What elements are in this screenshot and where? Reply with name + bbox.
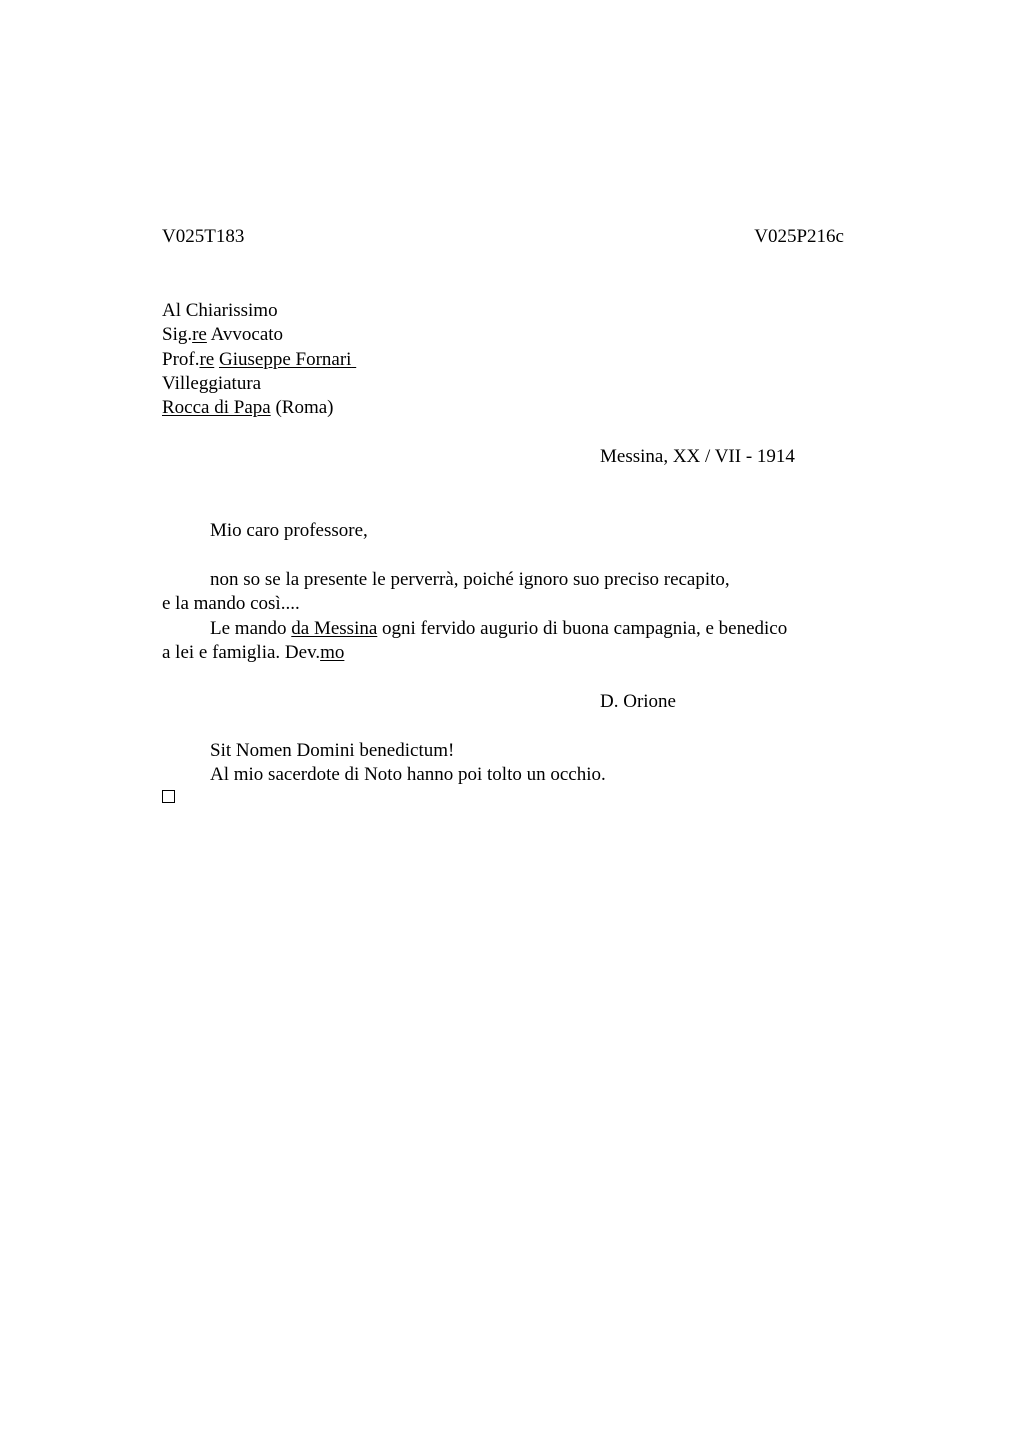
- body-p2-prefix: Le mando: [210, 618, 292, 639]
- address-province: (Roma): [270, 397, 334, 418]
- end-marker-square: [162, 790, 175, 803]
- signature: D. Orione: [600, 691, 676, 712]
- recipient-name: Giuseppe Fornari: [219, 349, 352, 370]
- address-title-rest: Avvocato: [206, 324, 284, 345]
- body-p2-place: da Messina: [291, 618, 378, 639]
- document-code-left: V025T183: [162, 226, 245, 247]
- address-line-3: [162, 348, 356, 372]
- address-place: Rocca di Papa: [162, 397, 271, 418]
- address-title-prefix: Sig.: [162, 324, 193, 345]
- postscript-line-2: Al mio sacerdote di Noto hanno poi tolto un occhio.: [210, 764, 606, 785]
- body-paragraph-1-line-2: e la mando così....: [162, 593, 300, 614]
- salutation: Mio caro professore,: [210, 520, 368, 541]
- body-paragraph-2-line-2: [162, 641, 344, 665]
- body-paragraph-1-line-1: non so se la presente le perverrà, poiché ignoro suo preciso recapito,: [210, 569, 730, 590]
- address-title-suffix: re: [192, 324, 207, 345]
- address-prof-suffix: re: [199, 349, 215, 370]
- address-line-5: [162, 396, 333, 420]
- address-line-2: [162, 323, 283, 347]
- body-p2-rest: ogni fervido augurio di buona campagnia, e benedico: [377, 618, 788, 639]
- postscript-line-1: Sit Nomen Domini benedictum!: [210, 740, 455, 761]
- address-line-1: Al Chiarissimo: [162, 300, 278, 321]
- document-code-right: V025P216c: [754, 226, 844, 247]
- dateline: Messina, XX / VII - 1914: [600, 446, 795, 467]
- body-paragraph-2-line-1: [210, 617, 787, 641]
- body-p2-line2-suffix: mo: [320, 642, 345, 663]
- address-line-4: Villeggiatura: [162, 373, 262, 394]
- body-p2-line2-prefix: a lei e famiglia. Dev.: [162, 642, 321, 663]
- address-prof-prefix: Prof.: [162, 349, 200, 370]
